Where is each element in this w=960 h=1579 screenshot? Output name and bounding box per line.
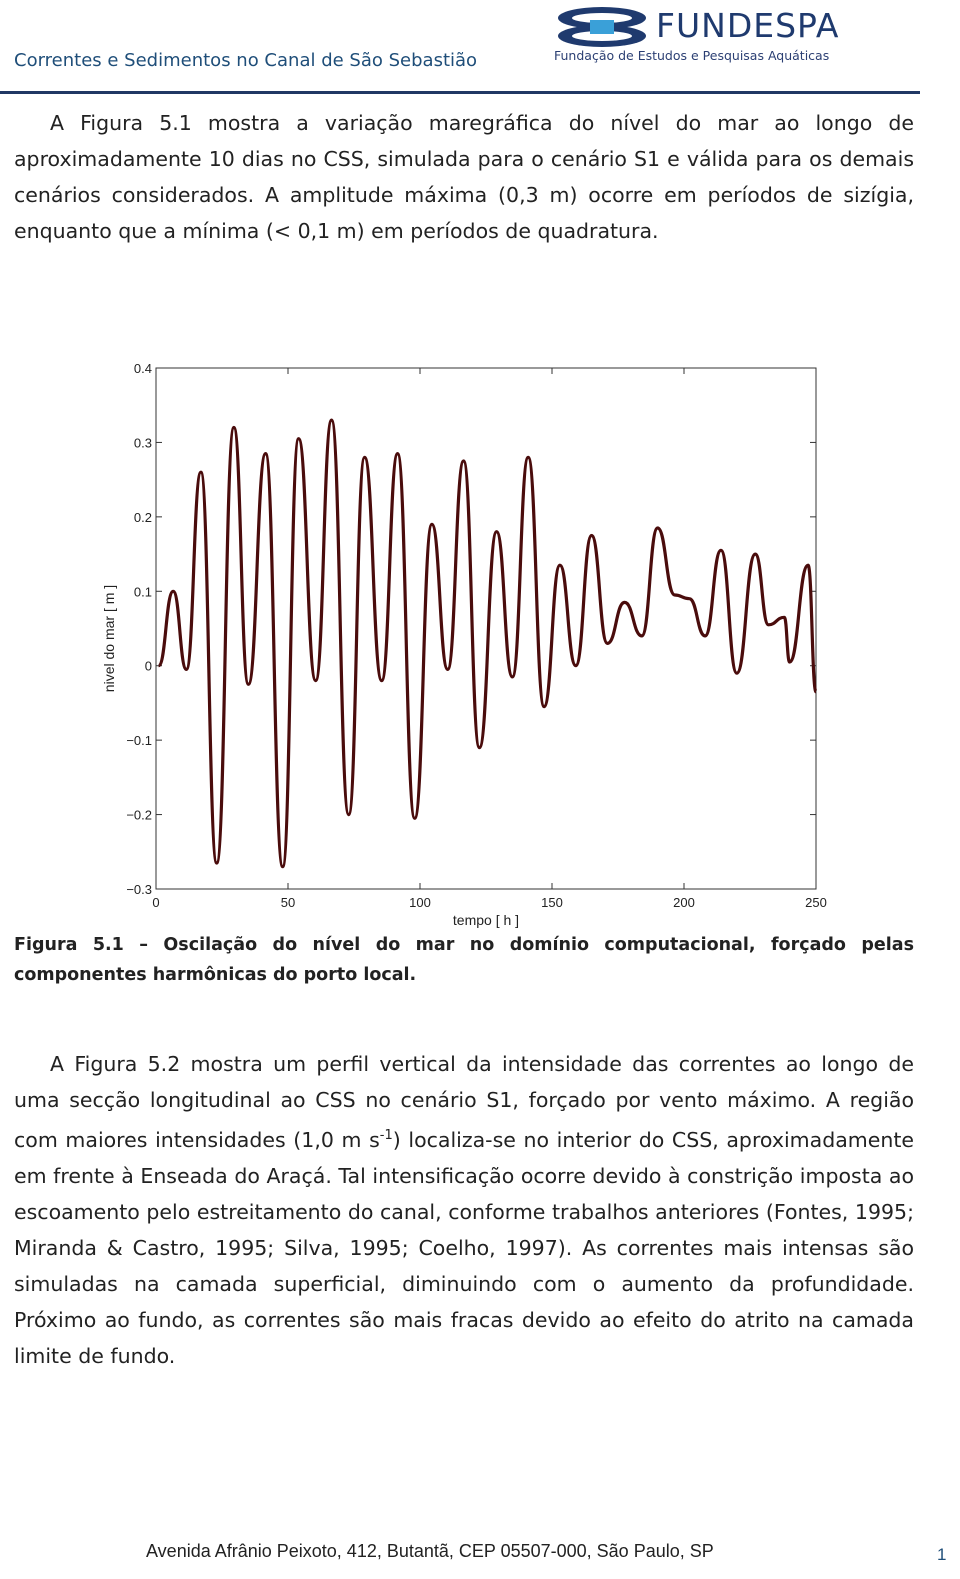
page-header-title: Correntes e Sedimentos no Canal de São Sebastião <box>14 50 478 71</box>
superscript-exponent: -1 <box>379 1128 393 1143</box>
x-tick-label: 100 <box>409 895 431 910</box>
sea-level-chart <box>90 355 850 935</box>
page-number: 1 <box>937 1545 947 1564</box>
x-tick-label: 200 <box>673 895 695 910</box>
sea-level-series-line <box>159 420 816 867</box>
intro-paragraph <box>14 105 914 249</box>
figure-caption: Figura 5.1 – Oscilação do nível do mar no domínio computacional, forçado pelas componentes harmônicas do porto local. <box>14 935 914 985</box>
y-axis-label: nivel do mar [ m ] <box>101 584 117 693</box>
y-tick-label: 0.1 <box>133 584 152 600</box>
footer-address: Avenida Afrânio Peixoto, 412, Butantã, CEP 05507-000, São Paulo, SP <box>146 1541 714 1561</box>
logo-subtitle: Fundação de Estudos e Pesquisas Aquáticas <box>554 48 830 63</box>
intro-paragraph-text: A Figura 5.1 mostra a variação maregráfica do nível do mar ao longo de aproximadamente 10 dias no CSS, simulada para o cenário S1 e válida para os demais cenários considerados. A amplitude máxima (0,3 m) ocorre em períodos de sizígia, enquanto que a mínima (< 0,1 m) em períodos de quadratura. <box>14 111 914 243</box>
fundespa-emblem-icon <box>554 4 650 48</box>
body-paragraph-text-1: A Figura 5.2 mostra um perfil vertical da intensidade das correntes ao longo de uma secção longitudinal ao CSS no cenário S1, forçado por vento máximo. A região com maiores intensidades (1,0 m s <box>14 1052 914 1152</box>
x-tick-label: 250 <box>805 895 827 910</box>
x-tick-label: 50 <box>280 895 296 910</box>
header-divider <box>0 91 920 94</box>
y-tick-label: 0.3 <box>133 435 152 451</box>
x-axis-label: tempo [ h ] <box>452 912 520 928</box>
x-tick-label: 150 <box>541 895 563 910</box>
x-tick-label: 0 <box>152 895 160 910</box>
y-tick-label: −0.3 <box>126 882 152 897</box>
y-tick-label: 0 <box>144 658 152 674</box>
y-tick-label: 0.4 <box>133 361 152 376</box>
y-tick-label: 0.2 <box>133 509 152 525</box>
y-tick-label: −0.2 <box>126 807 152 823</box>
logo-name: FUNDESPA <box>656 6 840 45</box>
fundespa-logo <box>552 4 852 68</box>
body-paragraph-text-2: ) localiza-se no interior do CSS, aproximadamente em frente à Enseada do Araçá. Tal intensificação ocorre devido à constrição imposta ao escoamento pelo estreitamento do canal, conforme trabalhos anteriores (Fontes, 1995; Miranda & Castro, 1995; Silva, 1995; Coelho, 1997). As correntes mais intensas são simuladas na camada superficial, diminuindo com o aumento da profundidade. Próximo ao fundo, as correntes são mais fracas devido ao efeito do atrito na camada limite de fundo. <box>14 1127 914 1368</box>
y-tick-label: −0.1 <box>126 733 152 749</box>
body-paragraph <box>14 1046 914 1374</box>
